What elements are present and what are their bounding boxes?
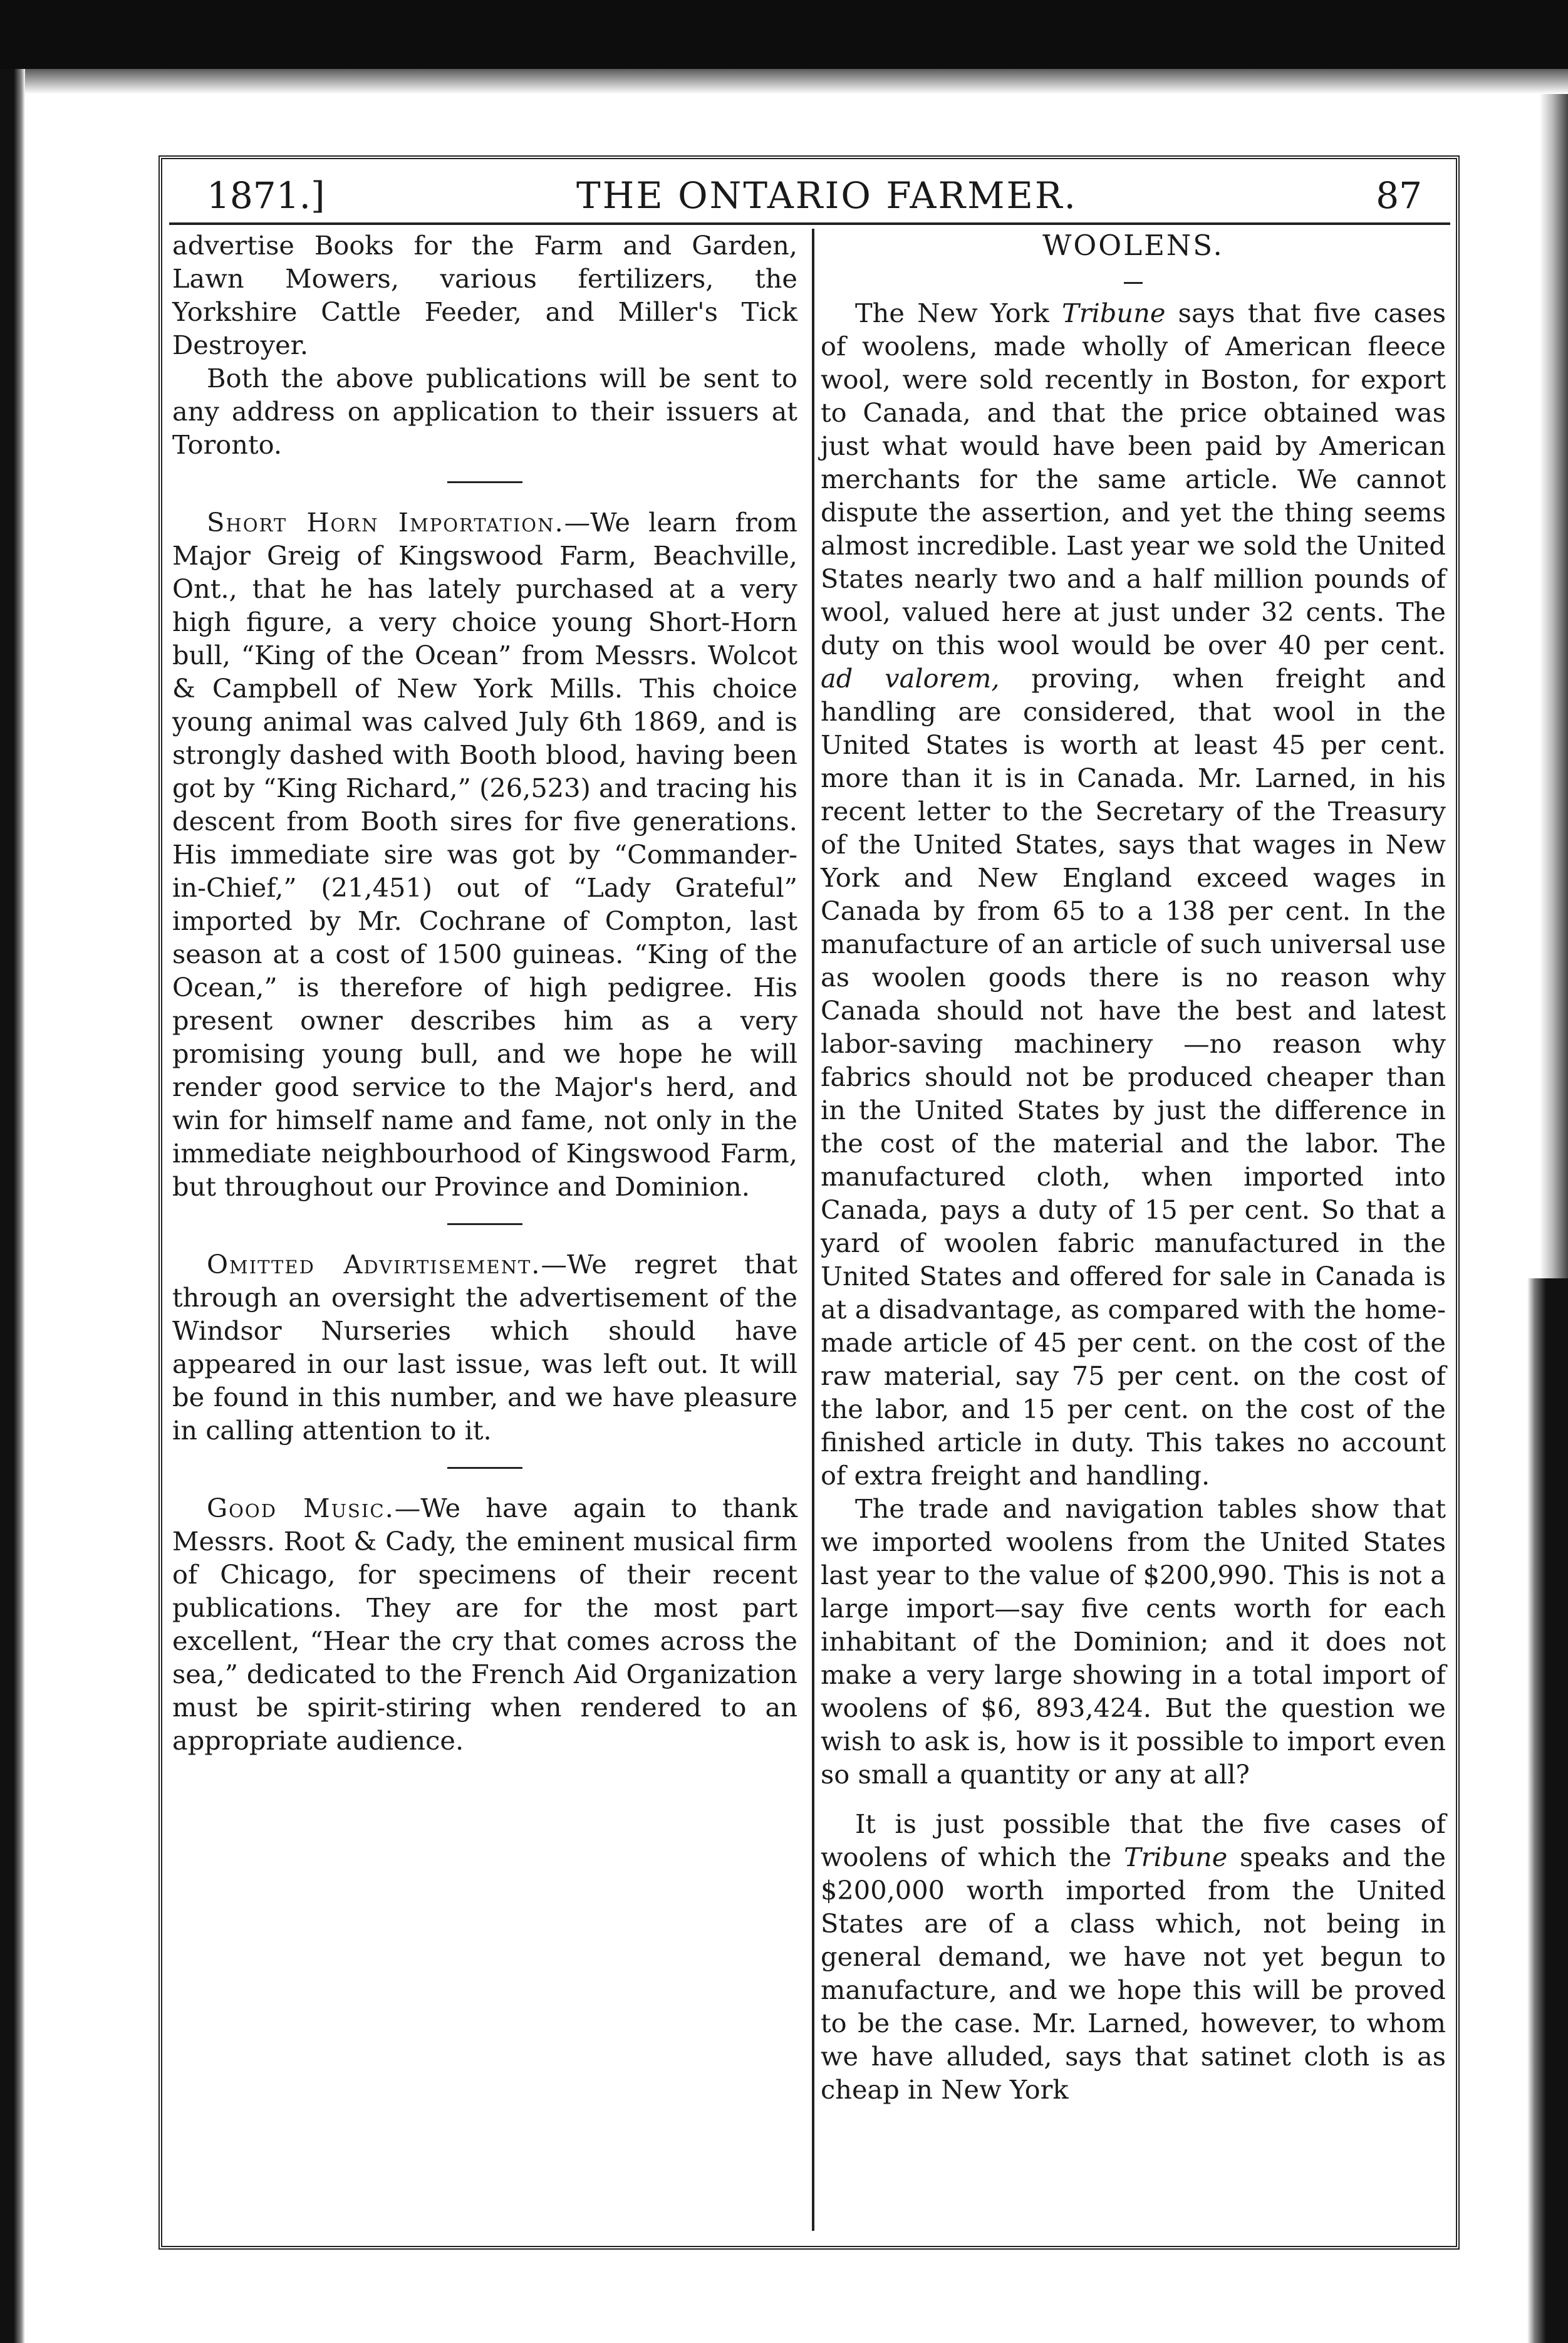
short-horn-body: —We learn from Major Greig of Kingswood Farm, Beachville, Ont., that he has lately purchased at a very high figure, a very choice young Short-Horn bull, “King of the Ocean” from Messrs. Wolcot & Campbell of New York Mills. This choice young animal was calved July 6th 1869, and is strongly dashed with Booth blood, having been got by “King Richard,” (26,523) and tracing his descent from Booth sires for five generations. His immediate sire was got by “Commander-in-Chief,” (21,451) out of “Lady Grateful” imported by Mr. Cochrane of Compton, last season at a cost of 1500 guineas. “King of the Ocean,” is therefore of high pedigree. His present owner describes him as a very promising young bull, and we hope he will render good service to the Major's herd, and win for himself name and fame, not only in the immediate neighbourhood of Kingswood Farm, but throughout our Province and Dominion. xyxy=(172,507,797,1202)
right-column xyxy=(821,229,1446,2106)
woolens-p1-text: says that five cases of woolens, made wholly of American fleece wool, were sold recently in Boston, for export to Canada, and that the price obtained was just what would have been paid by American merchants for the same article. We cannot dispute the assertion, and yet the thing seems almost incredible. Last year we sold the United States nearly two and a half million pounds of wool, valued here at just under 32 cents. The duty on this wool would be over 40 per cent. xyxy=(821,298,1446,660)
section-separator xyxy=(447,1223,522,1225)
intro-paragraph-2: Both the above publications will be sent to any address on application to their issuers at Toronto. xyxy=(172,363,797,460)
woolens-dash xyxy=(1124,282,1143,284)
scan-shadow xyxy=(0,69,1568,94)
ad-valorem-italic: ad valorem, xyxy=(821,663,1000,694)
section-separator xyxy=(447,481,522,483)
scan-right-edge-lower xyxy=(1527,1278,1568,2343)
intro-paragraph-1: advertise Books for the Farm and Garden, Lawn Mowers, various fertilizers, the Yorkshire Cattle Feeder, and Miller's Tick Destroyer. xyxy=(172,230,797,360)
running-header xyxy=(207,169,1447,226)
woolens-p3-text: It is just possible that the five cases of woolens of which the xyxy=(821,1808,1446,1872)
good-music-heading: Good Music. xyxy=(207,1493,395,1523)
omitted-body: —We regret that through an oversight the advertisement of the Windsor Nurseries which should have appeared in our last issue, was left out. It will be found in this number, and we have pleasure in calling attention to it. xyxy=(172,1249,797,1446)
scan-right-edge-upper xyxy=(1540,94,1568,1278)
header-page-number: 87 xyxy=(1376,174,1422,217)
woolens-p3-text: speaks and the $200,000 worth imported from the United States are of a class which, not being in general demand, we have not yet begun to manufacture, and we hope this will be proved to be the case. Mr. Larned, however, to whom we have alluded, says that satinet cloth is as cheap in New York xyxy=(821,1842,1446,2105)
column-divider xyxy=(812,229,814,2231)
scan-left-edge xyxy=(0,69,25,2343)
woolens-paragraph-3 xyxy=(821,1807,1446,2106)
good-music-body: —We have again to thank Messrs. Root & Cady, the eminent musical firm of Chicago, for specimens of their recent publications. They are for the most part excellent, “Hear the cry that comes across the sea,” dedicated to the French Aid Organization must be spirit-stiring when rendered to an appropriate audience. xyxy=(172,1493,797,1756)
woolens-paragraph-1 xyxy=(821,296,1446,1492)
short-horn-article xyxy=(172,506,797,1203)
header-year: 1871.] xyxy=(207,174,325,217)
header-title: THE ONTARIO FARMER. xyxy=(576,174,1077,217)
paragraph-gap xyxy=(821,1791,1446,1807)
section-separator xyxy=(447,1467,522,1469)
woolens-paragraph-2: The trade and navigation tables show that we imported woolens from the United States last year to the value of $200,990. This is not a large import—say five cents worth for each inhabitant of the Dominion; and it does not make a very large showing in a total import of woolens of $6, 893,424. But the question we wish to ask is, how is it possible to import even so small a quantity or any at all? xyxy=(821,1493,1446,1790)
left-column xyxy=(172,229,797,1757)
woolens-p1-text: The New York xyxy=(855,298,1062,328)
short-horn-heading: Short Horn Importation. xyxy=(207,507,564,538)
woolens-p1-text: proving, when freight and handling are considered, that wool in the United States is worth at least 45 per cent. more than it is in Canada. Mr. Larned, in his recent letter to the Secretary of the Treasury of the United States, says that wages in New York and New England exceed wages in Canada by from 65 to a 138 per cent. In the manufacture of an article of such universal use as woolen goods there is no reason why Canada should not have the best and latest labor-saving machinery —no reason why fabrics should not be produced cheaper than in the United States by just the difference in the cost of the material and the labor. The manufactured cloth, when imported into Canada, pays a duty of 15 per cent. So that a yard of woolen fabric manufactured in the United States and offered for sale in Canada is at a disadvantage, as compared with the home-made article of 45 per cent. on the cost of the raw material, say 75 per cent. on the cost of the labor, and 15 per cent. on the cost of the finished article in duty. This takes no account of extra freight and handling. xyxy=(821,663,1446,1491)
tribune-italic: Tribune xyxy=(1123,1842,1228,1872)
woolens-heading: WOOLENS. xyxy=(1042,229,1224,262)
good-music-article xyxy=(172,1491,797,1757)
header-rule xyxy=(169,222,1450,225)
scan-notch xyxy=(1453,0,1568,69)
omitted-article xyxy=(172,1248,797,1447)
omitted-heading: Omitted Advirtisement. xyxy=(207,1249,541,1280)
tribune-italic: Tribune xyxy=(1062,298,1166,328)
scan-top-edge xyxy=(0,0,1568,69)
